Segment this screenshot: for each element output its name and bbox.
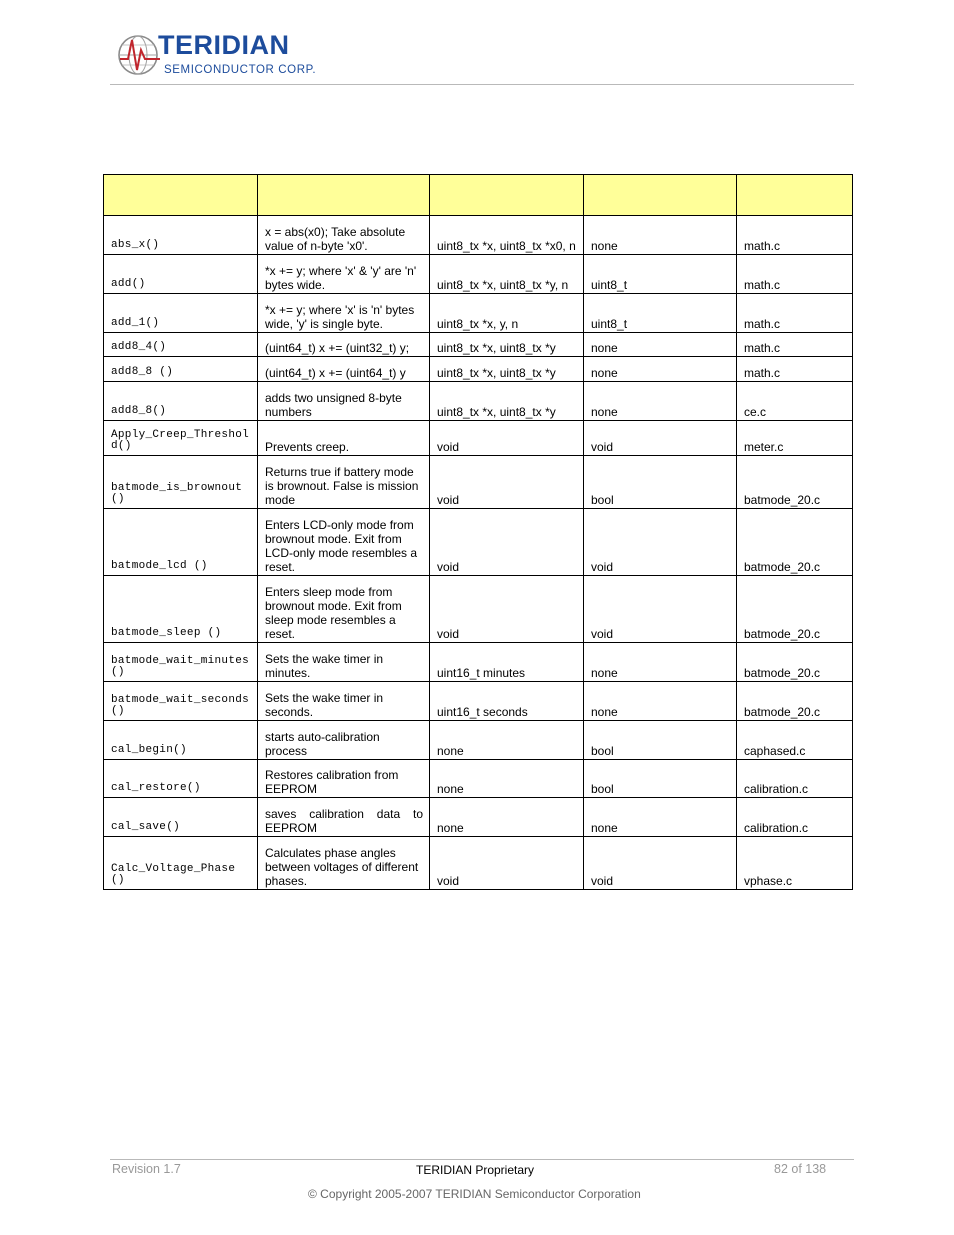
function-name: batmode_wait_seconds (): [111, 694, 250, 717]
footer-copyright: © Copyright 2005-2007 TERIDIAN Semiconductor Corporation: [308, 1187, 641, 1201]
table-row: [104, 760, 853, 798]
return-type-cell: none: [584, 798, 737, 837]
function-name-cell: [104, 576, 258, 643]
return-type-cell: none: [584, 216, 737, 255]
logo-wordmark: TERIDIAN: [158, 30, 290, 60]
description-cell: Enters LCD-only mode from brownout mode. Exit from LCD-only mode resembles a reset.: [258, 509, 430, 576]
function-name-cell: [104, 837, 258, 890]
return-type-cell: none: [584, 682, 737, 721]
table-row: [104, 382, 853, 421]
parameters-cell: none: [430, 760, 584, 798]
function-name-cell: [104, 294, 258, 333]
footer-page-number: 82 of 138: [774, 1162, 827, 1176]
table-row: [104, 333, 853, 357]
return-type-cell: bool: [584, 721, 737, 760]
table-row: [104, 456, 853, 509]
function-name-cell: [104, 509, 258, 576]
description-cell: *x += y; where 'x' is 'n' bytes wide, 'y' is single byte.: [258, 294, 430, 333]
header-cell-function: [104, 175, 258, 216]
table-row: [104, 721, 853, 760]
source-file-cell: math.c: [737, 333, 853, 357]
description-cell: (uint64_t) x += (uint32_t) y;: [258, 333, 430, 357]
table-row: [104, 682, 853, 721]
return-type-cell: bool: [584, 456, 737, 509]
function-name: add8_4(): [111, 341, 167, 353]
function-name-cell: [104, 798, 258, 837]
table-row: [104, 576, 853, 643]
source-file-cell: math.c: [737, 255, 853, 294]
description-cell: Prevents creep.: [258, 421, 430, 456]
function-name: add_1(): [111, 317, 160, 329]
return-type-cell: none: [584, 333, 737, 357]
description-cell: Sets the wake timer in seconds.: [258, 682, 430, 721]
parameters-cell: uint16_t seconds: [430, 682, 584, 721]
function-name-cell: [104, 382, 258, 421]
parameters-cell: void: [430, 837, 584, 890]
description-cell: x = abs(x0); Take absolute value of n-byte 'x0'.: [258, 216, 430, 255]
source-file-cell: calibration.c: [737, 798, 853, 837]
function-name: batmode_sleep (): [111, 627, 222, 639]
return-type-cell: void: [584, 421, 737, 456]
return-type-cell: void: [584, 576, 737, 643]
parameters-cell: uint8_tx *x, uint8_tx *y: [430, 357, 584, 382]
function-name: add(): [111, 278, 146, 290]
return-type-cell: uint8_t: [584, 294, 737, 333]
parameters-cell: void: [430, 509, 584, 576]
teridian-logo: [116, 30, 326, 80]
table-row: [104, 509, 853, 576]
footer-divider: [110, 1159, 854, 1160]
logo-subtitle: SEMICONDUCTOR CORP.: [164, 64, 317, 76]
header-cell-description: [258, 175, 430, 216]
function-table: [103, 174, 853, 890]
description-cell: Restores calibration from EEPROM: [258, 760, 430, 798]
parameters-cell: void: [430, 456, 584, 509]
return-type-cell: uint8_t: [584, 255, 737, 294]
header-cell-location: [737, 175, 853, 216]
source-file-cell: math.c: [737, 294, 853, 333]
table-row: [104, 357, 853, 382]
function-name-cell: [104, 643, 258, 682]
source-file-cell: meter.c: [737, 421, 853, 456]
function-name-cell: [104, 760, 258, 798]
source-file-cell: math.c: [737, 357, 853, 382]
table-row: [104, 294, 853, 333]
function-name: cal_save(): [111, 821, 181, 833]
source-file-cell: ce.c: [737, 382, 853, 421]
source-file-cell: calibration.c: [737, 760, 853, 798]
source-file-cell: caphased.c: [737, 721, 853, 760]
source-file-cell: batmode_20.c: [737, 509, 853, 576]
description-cell: starts auto-calibration process: [258, 721, 430, 760]
function-name: Apply_Creep_Threshold(): [111, 429, 250, 452]
function-name: batmode_lcd (): [111, 560, 208, 572]
header-divider: [110, 84, 854, 85]
return-type-cell: bool: [584, 760, 737, 798]
table-row: [104, 643, 853, 682]
function-name: batmode_is_brownout (): [111, 482, 243, 505]
function-name: cal_begin(): [111, 744, 187, 756]
return-type-cell: void: [584, 509, 737, 576]
source-file-cell: batmode_20.c: [737, 576, 853, 643]
function-name-cell: [104, 456, 258, 509]
function-name: abs_x(): [111, 239, 160, 251]
parameters-cell: uint8_tx *x, uint8_tx *y, n: [430, 255, 584, 294]
table-row: [104, 255, 853, 294]
logo-globe-icon: [116, 32, 162, 78]
parameters-cell: none: [430, 798, 584, 837]
parameters-cell: void: [430, 576, 584, 643]
function-name: add8_8 (): [111, 366, 174, 378]
return-type-cell: none: [584, 382, 737, 421]
function-name: batmode_wait_minutes (): [111, 655, 250, 678]
header-cell-returns: [584, 175, 737, 216]
table-row: [104, 421, 853, 456]
parameters-cell: uint8_tx *x, y, n: [430, 294, 584, 333]
source-file-cell: batmode_20.c: [737, 682, 853, 721]
footer-revision: Revision 1.7: [112, 1162, 181, 1176]
parameters-cell: none: [430, 721, 584, 760]
parameters-cell: uint8_tx *x, uint8_tx *x0, n: [430, 216, 584, 255]
parameters-cell: uint8_tx *x, uint8_tx *y: [430, 382, 584, 421]
parameters-cell: uint16_t minutes: [430, 643, 584, 682]
description-cell: Calculates phase angles between voltages of different phases.: [258, 837, 430, 890]
description-cell: Returns true if battery mode is brownout. False is mission mode: [258, 456, 430, 509]
return-type-cell: void: [584, 837, 737, 890]
function-name: cal_restore(): [111, 782, 201, 794]
function-name-cell: [104, 421, 258, 456]
return-type-cell: none: [584, 357, 737, 382]
function-name-cell: [104, 255, 258, 294]
function-name-cell: [104, 721, 258, 760]
table-header-row: [104, 175, 853, 216]
description-cell: adds two unsigned 8-byte numbers: [258, 382, 430, 421]
function-name: Calc_Voltage_Phase (): [111, 863, 236, 886]
parameters-cell: uint8_tx *x, uint8_tx *y: [430, 333, 584, 357]
table-row: [104, 837, 853, 890]
function-name-cell: [104, 682, 258, 721]
header-cell-parameters: [430, 175, 584, 216]
description-cell: Sets the wake timer in minutes.: [258, 643, 430, 682]
table-row: [104, 216, 853, 255]
function-name: add8_8(): [111, 405, 167, 417]
table-row: [104, 798, 853, 837]
source-file-cell: batmode_20.c: [737, 643, 853, 682]
function-name-cell: [104, 216, 258, 255]
source-file-cell: vphase.c: [737, 837, 853, 890]
function-name-cell: [104, 333, 258, 357]
description-cell: *x += y; where 'x' & 'y' are 'n' bytes wide.: [258, 255, 430, 294]
function-name-cell: [104, 357, 258, 382]
description-cell: saves calibration data to EEPROM: [258, 798, 430, 837]
source-file-cell: batmode_20.c: [737, 456, 853, 509]
footer-proprietary: TERIDIAN Proprietary: [416, 1163, 535, 1177]
description-cell: (uint64_t) x += (uint64_t) y: [258, 357, 430, 382]
parameters-cell: void: [430, 421, 584, 456]
description-cell: Enters sleep mode from brownout mode. Exit from sleep mode resembles a reset.: [258, 576, 430, 643]
return-type-cell: none: [584, 643, 737, 682]
source-file-cell: math.c: [737, 216, 853, 255]
